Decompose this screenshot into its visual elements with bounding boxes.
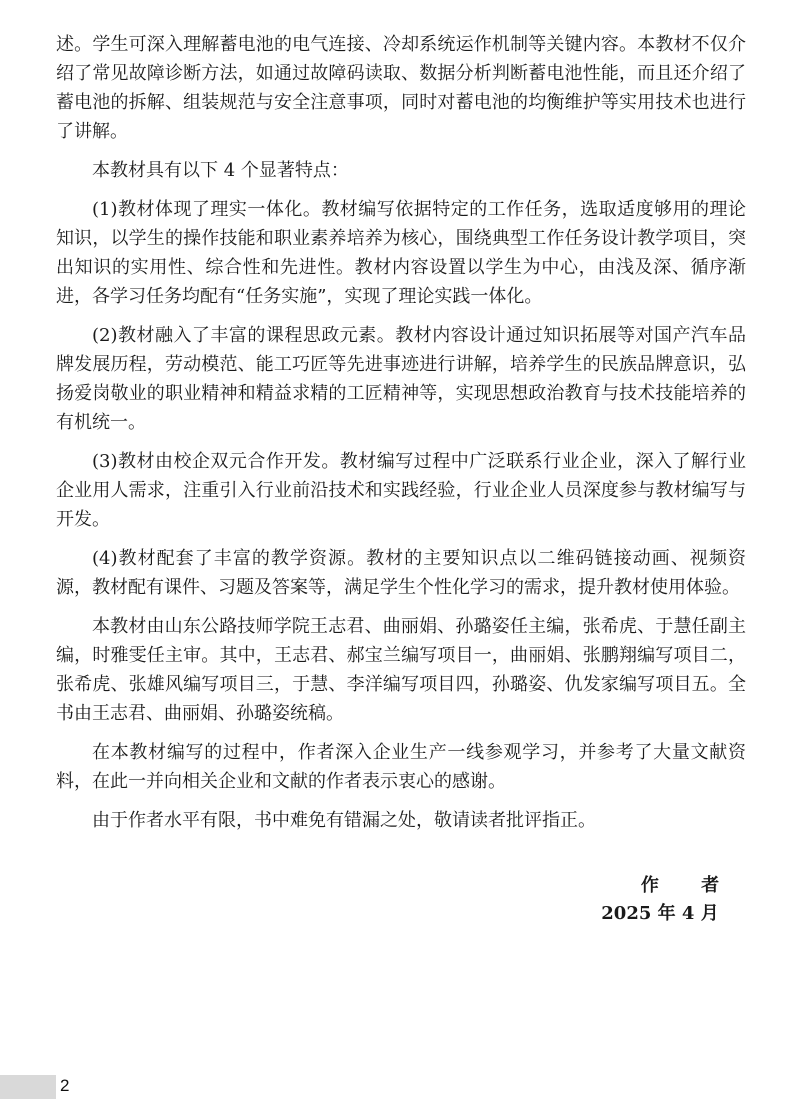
paragraph-features-intro: 本教材具有以下 4 个显著特点： [92, 160, 349, 181]
paragraph-continuation: 述。学生可深入理解蓄电池的电气连接、冷却系统运作机制等关键内容。本教材不仅介绍了常见故障诊断方法，如通过故障码读取、数据分析判断蓄电池性能，而且还介绍了蓄电池的拆解、组装规范与安全注意事项，同时对蓄电池的均衡维护等实用技术也进行了讲解。 [56, 34, 746, 142]
signature-author: 作 者 [640, 875, 738, 896]
paragraph-editors: 本教材由山东公路技师学院王志君、曲丽娟、孙璐姿任主编，张希虎、于慧任副主编，时雅雯任主审。其中，王志君、郝宝兰编写项目一，曲丽娟、张鹏翔编写项目二，张希虎、张雄风编写项目三，于慧、李洋编写项目四，孙璐姿、仇发家编写项目五。全书由王志君、曲丽娟、孙璐姿统稿。 [56, 616, 746, 724]
footer-bar [0, 1075, 56, 1099]
paragraph-acknowledgement: 在本教材编写的过程中，作者深入企业生产一线参观学习，并参考了大量文献资料，在此一并向相关企业和文献的作者表示衷心的感谢。 [56, 742, 746, 792]
page-body [56, 30, 746, 845]
signature-block [560, 872, 760, 928]
paragraph-feature-1: (1)教材体现了理实一体化。教材编写依据特定的工作任务，选取适度够用的理论知识，以学生的操作技能和职业素养培养为核心，围绕典型工作任务设计教学项目，突出知识的实用性、综合性和先进性。教材内容设置以学生为中心，由浅及深、循序渐进，各学习任务均配有“任务实施”，实现了理论实践一体化。 [56, 199, 746, 307]
signature-date: 2025 年 4 月 [601, 903, 719, 924]
paragraph-feature-3: (3)教材由校企双元合作开发。教材编写过程中广泛联系行业企业，深入了解行业企业用人需求，注重引入行业前沿技术和实践经验，行业企业人员深度参与教材编写与开发。 [56, 451, 746, 530]
page-number: 2 [60, 1076, 70, 1095]
paragraph-closing: 由于作者水平有限，书中难免有错漏之处，敬请读者批评指正。 [92, 810, 596, 831]
paragraph-feature-4: (4)教材配套了丰富的教学资源。教材的主要知识点以二维码链接动画、视频资源，教材配有课件、习题及答案等，满足学生个性化学习的需求，提升教材使用体验。 [56, 548, 746, 598]
paragraph-feature-2: (2)教材融入了丰富的课程思政元素。教材内容设计通过知识拓展等对国产汽车品牌发展历程，劳动模范、能工巧匠等先进事迹进行讲解，培养学生的民族品牌意识，弘扬爱岗敬业的职业精神和精益求精的工匠精神等，实现思想政治教育与技术技能培养的有机统一。 [56, 325, 746, 433]
